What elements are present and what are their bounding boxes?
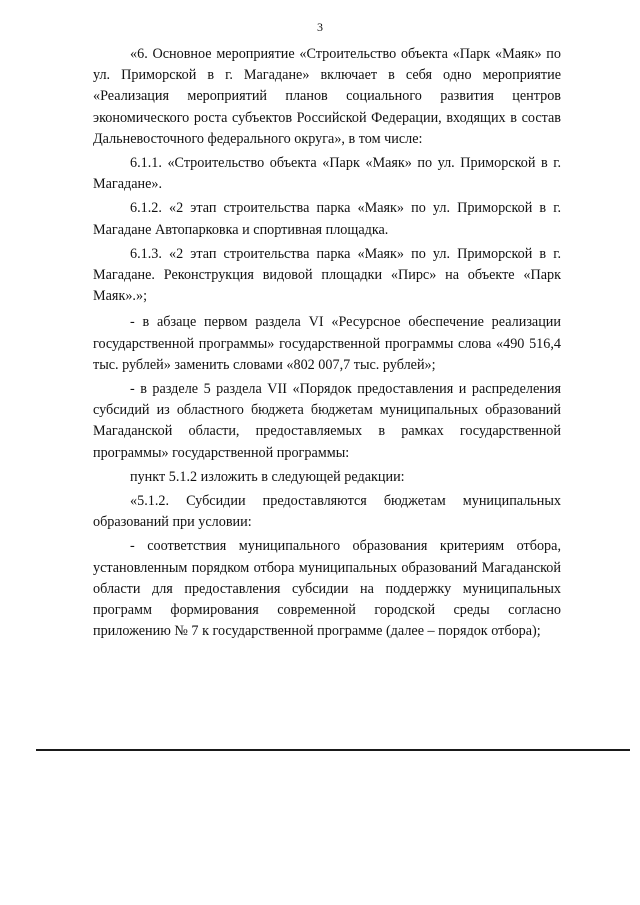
paragraph-item-6-1-1: 6.1.1. «Строительство объекта «Парк «Маяк» по ул. Приморской в г. Магадане». — [93, 155, 561, 193]
paragraph-clause-5-1-2: «5.1.2. Субсидии предоставляются бюджетам муниципальных образований при условии: — [93, 493, 561, 531]
paragraph-item-6-1-3: 6.1.3. «2 этап строительства парка «Маяк» по ул. Приморской в г. Магадане. Реконструкция видовой площадки «Пирс» на объекте «Парк Маяк».»; — [93, 245, 561, 305]
paragraph-section-vii-amendment: - в разделе 5 раздела VII «Порядок предоставления и распределения субсидий из областного бюджета бюджетам муниципальных образований Магаданской области, предоставляемых в рамках государственной программы» государственной программы: — [93, 381, 561, 461]
paragraph-section-vi-amendment: - в абзаце первом раздела VI «Ресурсное обеспечение реализации государственной программы» государственной программы слова «490 516,4 тыс. рублей» заменить словами «802 007,7 тыс. рублей»; — [93, 314, 561, 373]
paragraph-main-activity: «6. Основное мероприятие «Строительство объекта «Парк «Маяк» по ул. Приморской в г. Магадане» включает в себя одно мероприятие «Реализация мероприятий планов социального развития центров экономического роста субъектов Российской Федерации, входящих в состав Дальневосточного федерального округа», в том числе: — [93, 46, 561, 147]
document-body — [93, 44, 561, 642]
page-number: 3 — [317, 20, 323, 34]
paragraph-item-6-1-2: 6.1.2. «2 этап строительства парка «Маяк» по ул. Приморской в г. Магадане Автопарковка и спортивная площадка. — [93, 200, 561, 238]
paragraph-selection-condition: - соответствия муниципального образования критериям отбора, установленным порядком отбора муниципальных образований Магаданской области для предоставления субсидии на поддержку муниципальных программ формирования современной городской среды согласно приложению № 7 к государственной программе (далее – порядок отбора); — [93, 538, 561, 640]
footer-divider — [36, 749, 630, 751]
paragraph-clause-intro: пункт 5.1.2 изложить в следующей редакции: — [130, 468, 405, 485]
